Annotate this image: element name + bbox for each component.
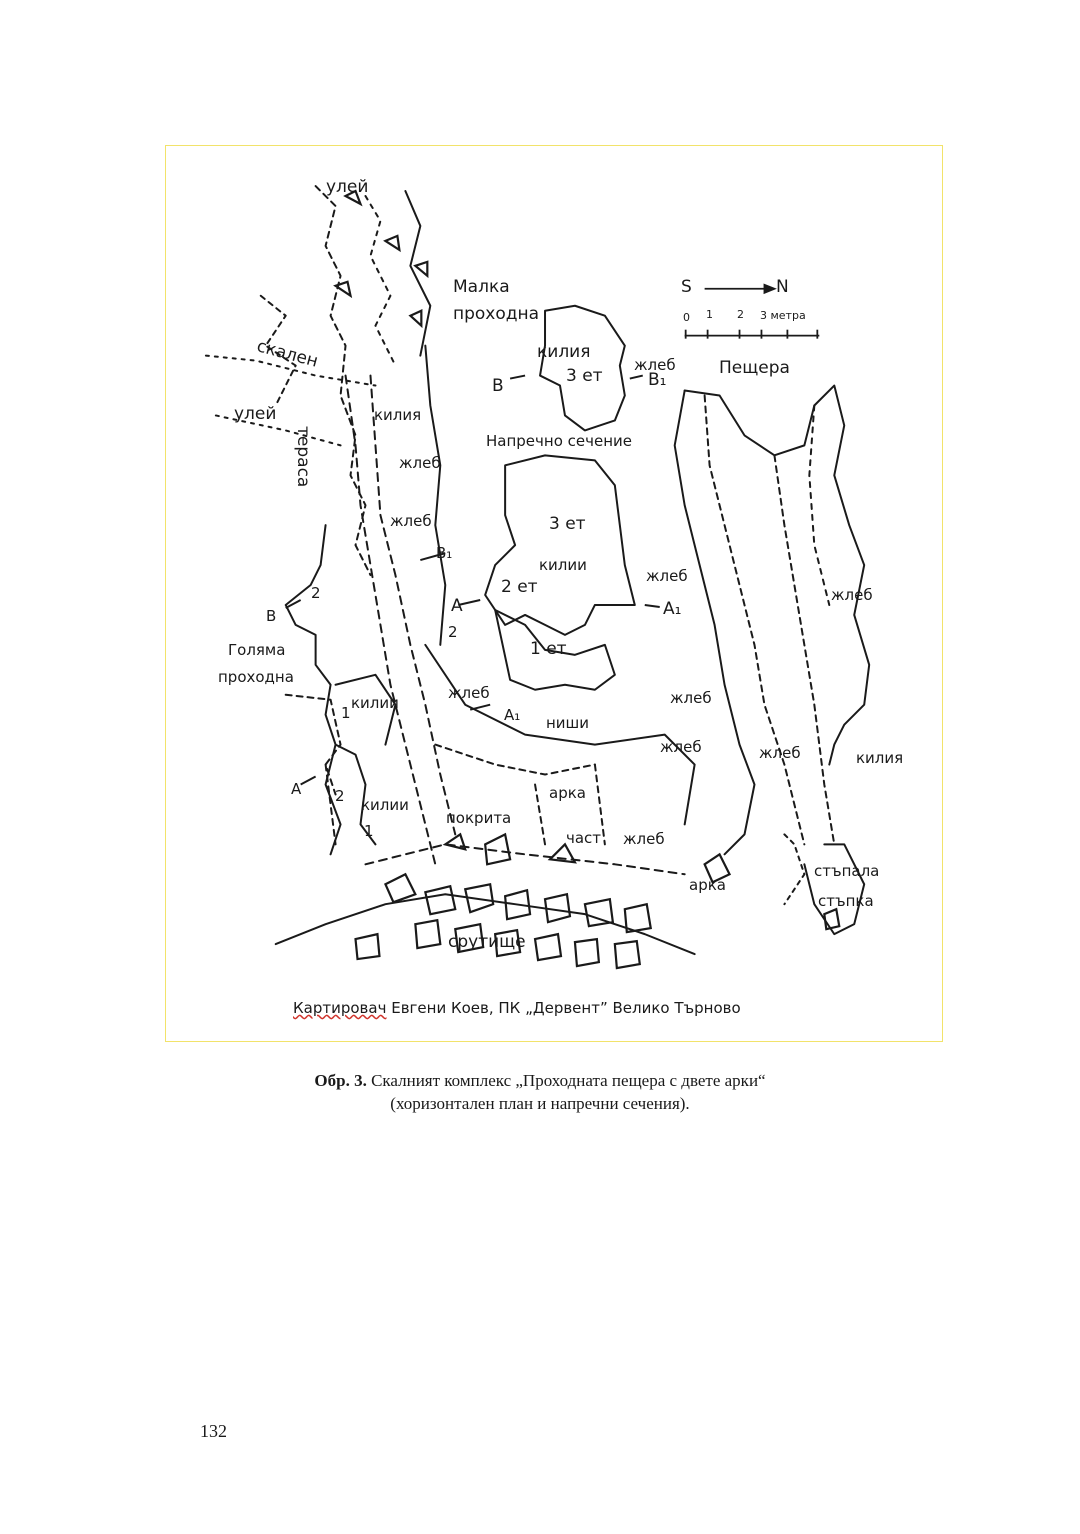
label-zhleb-r5: жлеб [759, 744, 801, 762]
compass-s: S [681, 277, 692, 297]
scale-0: 0 [683, 311, 690, 324]
scale-1: 1 [706, 308, 713, 321]
label-zhleb-r2: жлеб [646, 567, 688, 585]
map-credit [293, 999, 741, 1017]
label-two-left: 2 [311, 584, 321, 602]
figure-frame [165, 145, 943, 1042]
label-kiliya-left: килия [374, 406, 422, 424]
caption-line-1 [0, 1069, 1080, 1092]
label-skalen: скален [254, 336, 321, 372]
label-a1-sec: A₁ [663, 599, 682, 619]
label-b-sec: B [492, 376, 504, 396]
label-golyama: Голяма [228, 641, 286, 659]
label-zhleb-r4: жлеб [660, 738, 702, 756]
label-arka-mid: арка [549, 784, 586, 802]
label-kilii-mid: килии [351, 694, 399, 712]
label-zhleb-sec: жлеб [634, 356, 676, 374]
label-kilii-sec: килии [539, 556, 587, 574]
label-peshtera: Пещера [719, 358, 790, 378]
label-malka: Малка [453, 277, 510, 297]
caption-text-1: Скалният комплекс „Проходната пещера с двете арки“ [366, 1071, 766, 1090]
label-zhleb-1: жлеб [399, 454, 441, 472]
label-zhleb-chast: жлеб [623, 830, 665, 848]
label-b1-left: B₁ [436, 544, 453, 562]
label-kiliya-sec: килия [537, 342, 591, 362]
figure-caption [0, 1069, 1080, 1115]
label-zhleb-right: жлеб [831, 586, 873, 604]
page-number: 132 [200, 1421, 227, 1441]
scale-3: 3 метра [760, 309, 806, 322]
label-nishi: ниши [546, 714, 590, 732]
label-kilii-lower: килии [361, 796, 409, 814]
label-arka-bottom: арка [689, 876, 726, 894]
label-stapala: стъпала [814, 862, 880, 880]
label-one-et: 1 ет [530, 639, 567, 659]
label-terasa: тераса [293, 426, 313, 488]
label-b1-sec: B₁ [648, 370, 667, 390]
scale-2: 2 [737, 308, 744, 321]
label-one-mid: 1 [341, 704, 351, 722]
label-ulei-top: улей [326, 177, 369, 197]
label-stapka: стъпка [818, 892, 874, 910]
caption-label: Обр. 3. [314, 1071, 367, 1090]
label-two-lower: 2 [335, 787, 345, 805]
label-zhleb-r3: жлеб [670, 689, 712, 707]
label-zhleb-mid: жлеб [448, 684, 490, 702]
compass-n: N [776, 277, 789, 297]
label-three-et-sec: 3 ет [566, 366, 603, 386]
label-srutishte: срутище [448, 932, 526, 952]
label-prohodna-big: проходна [218, 668, 294, 686]
credit-prefix: Картировач [293, 999, 387, 1017]
label-chast: част [566, 829, 602, 847]
label-a1-mid: A₁ [504, 706, 521, 724]
label-b-left: B [266, 607, 277, 625]
label-pokrita: покрита [446, 809, 512, 827]
label-ulei-left: улей [234, 404, 277, 424]
label-two-mid: 2 [448, 623, 458, 641]
caption-line-2: (хоризонтален план и напречни сечения). [390, 1094, 690, 1113]
label-zhleb-2: жлеб [390, 512, 432, 530]
label-one-lower: 1 [364, 822, 374, 840]
label-prohodna-small: проходна [453, 304, 540, 324]
label-two-et: 2 ет [501, 577, 538, 597]
credit-rest: Евгени Коев, ПК „Дервент” Велико Търново [386, 999, 741, 1017]
label-naprechno: Напречно сечение [486, 432, 632, 450]
label-a-sec: A [451, 596, 463, 616]
label-kiliya-right: килия [856, 749, 904, 767]
label-a-lower: A [291, 780, 302, 798]
label-three-et: 3 ет [549, 514, 586, 534]
